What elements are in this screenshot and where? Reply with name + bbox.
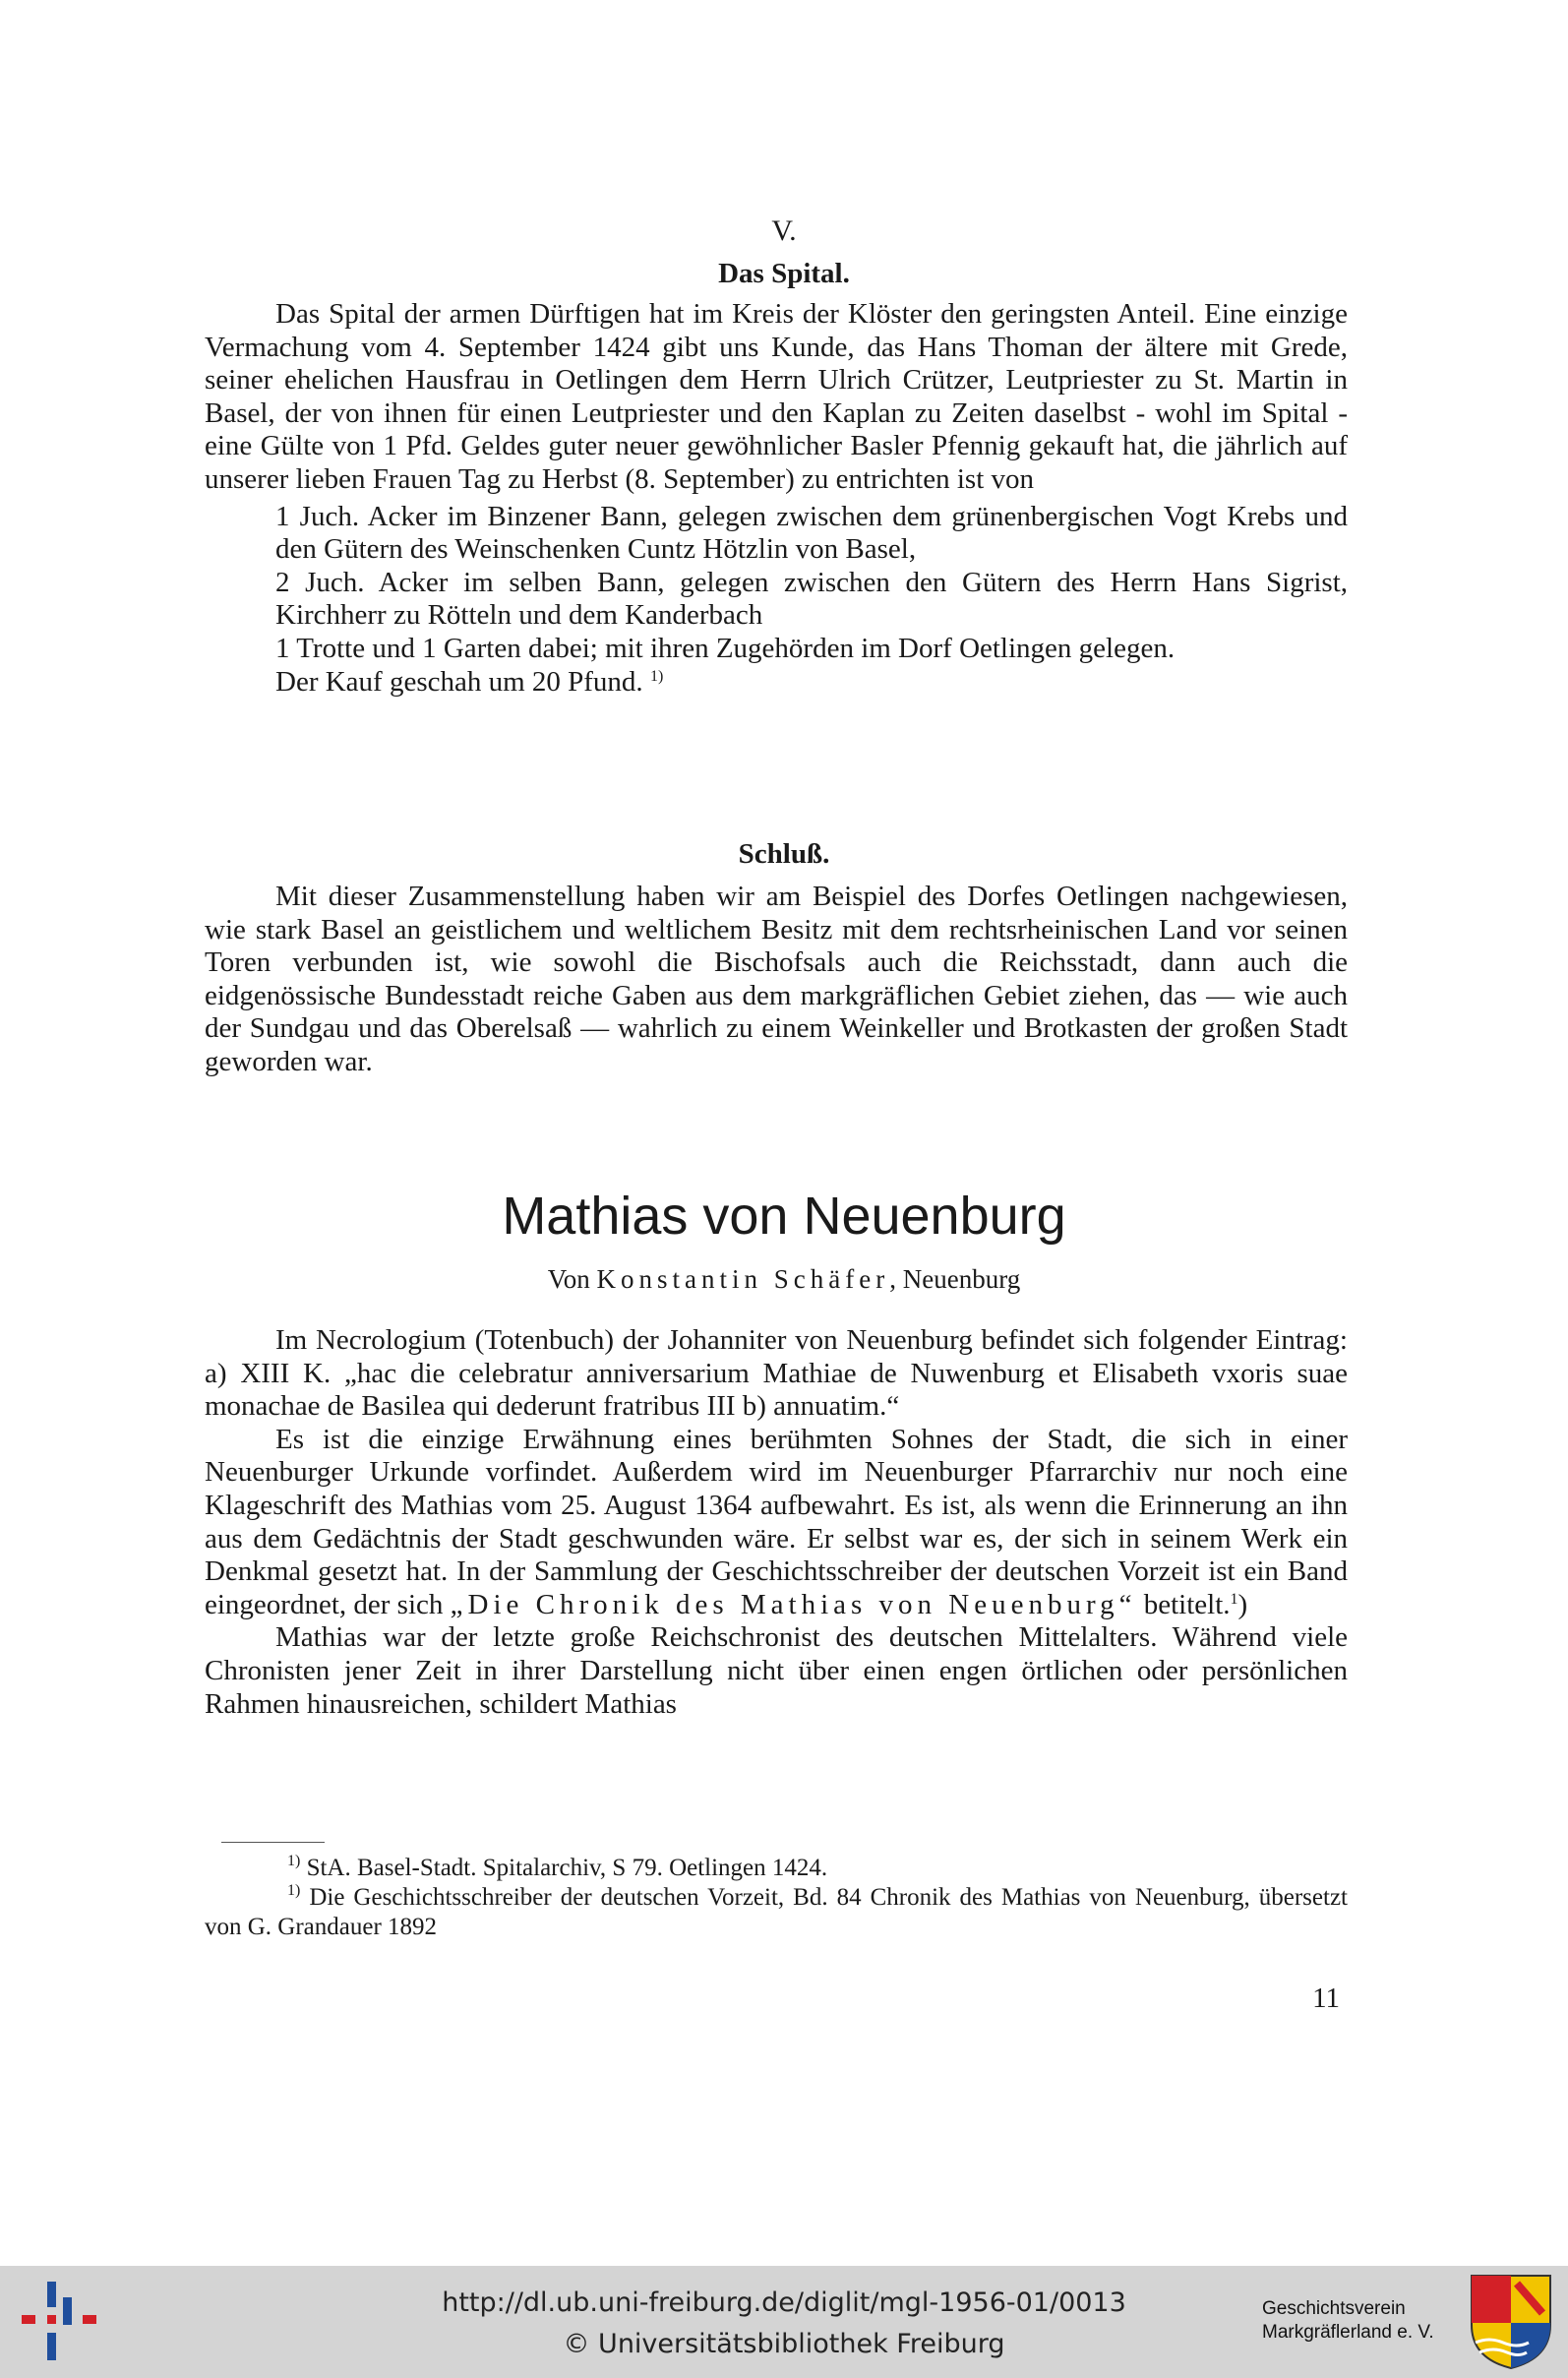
list-item: 2 Juch. Acker im selben Bann, gelegen zwischen den Gütern des Herrn Hans Sigrist, Kirchherr zu Rötteln und dem Kanderbach — [275, 566, 1348, 632]
footnotes — [205, 1854, 1348, 1942]
article-title: Mathias von Neuenburg — [502, 1187, 1066, 1246]
section-heading: Das Spital. — [718, 258, 850, 289]
footnote-ref: 1 — [1230, 1590, 1238, 1608]
footnote-ref: 1) — [649, 667, 664, 685]
list-item: 1 Juch. Acker im Binzener Bann, gelegen zwischen dem grünenbergischen Vogt Krebs und den Gütern des Weinschenken Cuntz Hötzlin von Basel, — [275, 500, 1348, 566]
article-paragraph: Im Necrologium (Totenbuch) der Johanniter von Neuenburg befindet sich folgender Eintrag: a) XIII K. „hac die celebratur anniversarium Mathiae de Nuwenburg et Elisabeth vxoris suae monachae de Basilea qui dederunt fratribus III b) annuatim.“ — [205, 1324, 1348, 1423]
article-paragraph: Es ist die einzige Erwähnung eines berühmten Sohnes der Stadt, die sich in einer Neuenburger Urkunde vorfindet. Außerdem wird im Neuenburger Pfarrarchiv nur noch eine Klageschrift des Mathias vom 25. August 1364 aufbewahrt. Es ist, als wenn die Erinnerung an ihn aus dem Gedächtnis der Stadt geschwunden wäre. Er selbst war es, der sich in seinem Werk ein Denkmal gesetzt hat. In der Sammlung der Geschichtsschreiber der deutschen Vorzeit ist ein Band eingeordnet, der sich „Die Chronik des Mathias von Neuenburg“ betitelt.$^1$) — [205, 1423, 1348, 1620]
page-number: 11 — [1312, 1982, 1340, 2014]
list-item: 1 Trotte und 1 Garten dabei; mit ihren Zugehörden im Dorf Oetlingen gelegen. — [275, 632, 1176, 664]
organization-name: Geschichtsverein Markgräflerland e. V. — [1262, 2298, 1434, 2343]
schluss-paragraph: Mit dieser Zusammenstellung haben wir am Beispiel des Dorfes Oetlingen nachgewiesen, wie stark Basel an geistlichem und weltlichem Besitz mit dem rechtsrheinischen Land vor seinen Toren verbunden ist, wie sowohl die Bischofsals auch die Reichsstadt, dann auch die eidgenössische Bundesstadt reiche Gaben aus dem markgräflichen Gebiet ziehen, das — wie auch der Sundgau und das Oberelsaß — wahrlich zu einem Weinkeller und Brotkasten der großen Stadt geworden war. — [205, 881, 1348, 1077]
spital-body — [205, 298, 1348, 699]
coat-of-arms-icon — [1470, 2274, 1552, 2370]
schluss-body — [205, 881, 1348, 1079]
footer-bar — [0, 2266, 1568, 2378]
author-name: Konstantin Schäfer — [596, 1264, 890, 1294]
article-byline: Von Konstantin Schäfer, Neuenburg — [547, 1264, 1021, 1294]
article-paragraph: Mathias war der letzte große Reichschronist des deutschen Mittelalters. Während viele Chronisten jener Zeit in ihrer Darstellung nicht über einen engen örtlichen oder persönlichen Rahmen hinausreichen, schildert Mathias — [205, 1621, 1348, 1720]
spital-item-list — [205, 501, 1348, 700]
section-number: V. — [771, 214, 797, 247]
footnote: $^{1)}$ StA. Basel-Stadt. Spitalarchiv, S 79. Oetlingen 1424. — [287, 1853, 828, 1881]
footnote-rule — [221, 1842, 325, 1843]
document-url-link[interactable]: http://dl.ub.uni-freiburg.de/diglit/mgl-1956-01/0013 — [442, 2287, 1126, 2318]
footnote: $^{1)}$ Die Geschichtsschreiber der deutschen Vorzeit, Bd. 84 Chronik des Mathias von Neuenburg, übersetzt von G. Grandauer 1892 — [205, 1882, 1348, 1940]
spital-paragraph: Das Spital der armen Dürftigen hat im Kreis der Klöster den geringsten Anteil. Eine einzige Vermachung vom 4. September 1424 gibt uns Kunde, das Hans Thoman der ältere mit Grede, seiner ehelichen Hausfrau in Oetlingen dem Herrn Ulrich Crützer, Leutpriester zu St. Martin in Basel, der von ihnen für einen Leutpriester und den Kaplan zu Zeiten daselbst - wohl im Spital - eine Gülte von 1 Pfd. Geldes guter neuer gewöhnlicher Basler Pfennig gekauft hat, die jährlich auf unserer lieben Frauen Tag zu Herbst (8. September) zu entrichten ist von — [205, 298, 1348, 495]
schluss-heading: Schluß. — [738, 838, 830, 870]
list-item: Der Kauf geschah um 20 Pfund. $^{1)}$ — [275, 665, 664, 698]
article-body — [205, 1324, 1348, 1721]
copyright-text: © Universitätsbibliothek Freiburg — [563, 2329, 1005, 2359]
